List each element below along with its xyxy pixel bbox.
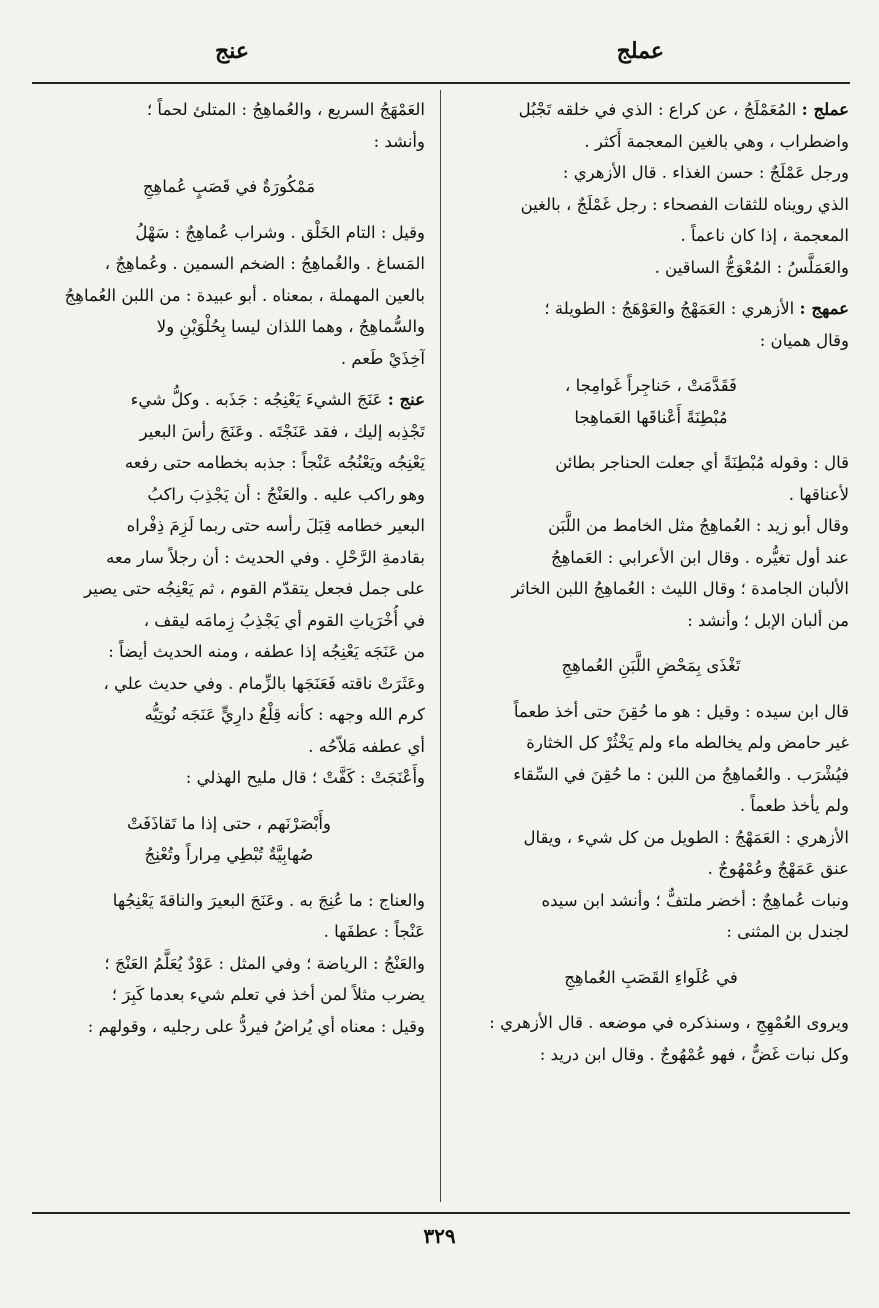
entry-line: وأنشد :: [373, 131, 425, 151]
verse-line: وأَبْصَرْنَهم ، حتى إذا ما تَقاذَفَتْ: [126, 813, 331, 833]
entry-line: والعَمَلَّسُ : المُعْوَجُّ الساقين .: [654, 257, 849, 277]
entry-line: عنق عَمَهْجٌ وعُمْهُوجٌ .: [707, 859, 849, 878]
verse-line: في عُلَواءِ القَصَبِ العُماهِجِ: [564, 967, 738, 987]
entry-text: الأزهري : العَمَهْجُ والعَوْهَجُ : الطويلة ؛: [544, 299, 795, 318]
page-header-left-word: عنج: [215, 38, 249, 64]
entry-line: يضرب مثلاً لمن أخذ في تعلم شيء بعدما كَبِرَ ؛: [111, 985, 425, 1004]
left-column: [33, 94, 425, 1204]
top-rule: [32, 82, 850, 84]
entry-line: ونبات عُماهِجٌ : أخضر ملتفٌّ ؛ وأنشد ابن سيده: [541, 890, 849, 910]
entry-line: والعناج : ما عُنِجَ به . وعَنَجَ البعيرَ والناقةَ يَعْنِجُها: [112, 890, 425, 910]
entry-line: في أُخْرَياتِ القوم أي يَجْذِبُ زِمامَه ليقف ،: [143, 610, 425, 630]
entry-line: آخِذَيْ طَعم .: [340, 348, 425, 368]
verse-block: [33, 808, 425, 871]
entry-line: عَنْجاً : عطفَها .: [323, 922, 425, 941]
entry-line: وعَثَرَتْ ناقته فَعَنَجَها بالزِّمام . وفي حديث علي ،: [103, 673, 425, 693]
entry-line: [33, 384, 425, 416]
verse-line: تَغْذَى بِمَحْضِ اللَّبَنِ العُماهِجِ: [561, 656, 741, 675]
entry-line: ورجل عَمْلَجٌ : حسن الغذاء . قال الأزهري :: [562, 163, 849, 182]
entry-line: بالعين المهملة ، بمعناه . أبو عبيدة : من اللبن العُماهِجُ: [64, 285, 425, 305]
entry-line: بقادمةِ الرَّحْلِ . وفي الحديث : أن رجلاً سار معه: [106, 547, 425, 567]
entry-line: كرم الله وجهه : كأنه قِلْعُ دارِيٍّ عَنَجَه نُوتِيُّه: [144, 705, 425, 724]
entry-headword: عنج :: [387, 390, 425, 409]
verse-line: صُهابِيَّةٌ تُبْطِي مِراراً وتُعْنِجُ: [144, 845, 314, 864]
entry-line: يَعْنِجُه ويَعْنُجُه عَنْجاً : جذبه بخطامه حتى رفعه: [124, 453, 425, 472]
entry-line: من ألبان الإبل ؛ وأنشد :: [687, 610, 849, 630]
entry-line: والعَنْجُ : الرياضة ؛ وفي المثل : عَوْدٌ يُعَلَّمُ العَنْجَ ؛: [104, 953, 425, 973]
entry-line: الذي رويناه للثقات الفصحاء : رجل غَمْلَجٌ ، بالغين: [520, 194, 849, 214]
entry-line: وهو راكب عليه . والعَنْجُ : أن يَجْذِبَ راكبُ: [147, 484, 425, 504]
column-divider: [440, 90, 441, 1202]
entry-line: قال : وقوله مُبْطِنَةً أي جعلت الحناجر بطائن: [555, 453, 849, 472]
entry-line: [453, 293, 849, 325]
entry-line: فيُشْرَب . والعُماهِجُ من اللبن : ما حُقِنَ في السِّقاء: [513, 764, 849, 784]
entry-line: وقيل : التام الخَلْق . وشراب عُماهِجٌ : سَهْلُ: [135, 222, 425, 242]
entry-line: المَساغ . والغُماهِجُ : الضخم السمين . وعُماهِجٌ ،: [104, 254, 425, 273]
entry-line: ويروى العُمْهِجِ ، وسنذكره في موضعه . قال الأزهري :: [489, 1013, 849, 1032]
entry-line: لأعناقها .: [788, 484, 849, 504]
verse-line: مَمْكُورَةٌ في قَصَبٍ عُماهِجِ: [142, 177, 316, 196]
entry-line: واضطراب ، وهي بالغين المعجمة أَكثر .: [584, 131, 849, 151]
entry-line: ولم يأخذ طعماً .: [739, 796, 849, 815]
entry-line: وقال أبو زيد : العُماهِجُ مثل الخامط من اللَّبَن: [548, 516, 849, 535]
page-header-right-word: عملج: [616, 38, 664, 64]
entry-line: والسُّماهِجُ ، وهما اللذان ليسا بِحُلْوَيْنِ ولا: [156, 317, 425, 336]
entry-line: الألبان الجامدة ؛ وقال الليث : العُماهِجُ اللبن الخاثر: [511, 579, 849, 598]
entry-line: وقيل : معناه أي يُراضُ فيردُّ على رجليه ، وقولهم :: [87, 1016, 425, 1036]
right-column: [453, 94, 849, 1204]
entry-line: وقال هميان :: [759, 330, 849, 350]
entry-line: تَجْذِبه إليك ، فقد عَنَجْتَه . وعَنَجَ رأسَ البعير: [139, 421, 425, 441]
entry-text: عَنَجَ الشيءَ يَعْنِجُه : جَذَبه . وكلُّ شيء: [130, 390, 383, 409]
entry-line: المعجمة ، إذا كان ناعماً .: [680, 226, 849, 245]
entry-line: أي عطفه مَلاّحُه .: [308, 736, 425, 756]
entry-line: وأَعْنَجَتْ : كَفَّتْ ؛ قال مليح الهذلي :: [185, 768, 425, 787]
entry-line: الأزهري : العَمَهْجُ : الطويل من كل شيء ، ويقال: [523, 827, 849, 847]
entry-line: عند أول تغيُّره . وقال ابن الأعرابي : العَماهِجُ: [550, 547, 849, 567]
verse-line: مُبْطِنَةً أَعْناقَها العَماهِجا: [574, 407, 728, 427]
bottom-rule: [32, 1212, 850, 1214]
entry-line: [453, 94, 849, 126]
entry-line: قال ابن سيده : وقيل : هو ما حُقِنَ حتى أخذ طعماً: [513, 701, 849, 721]
entry-line: غير حامض ولم يخالطه ماء ولم يَخْثُرْ كل الخثارة: [526, 733, 849, 752]
verse-block: [453, 370, 849, 433]
entry-line: لجندل بن المثنى :: [726, 922, 849, 941]
entry-line: من عَنَجَه يَعْنِجُه إذا عطفه ، ومنه الحديث أيضاً :: [108, 642, 425, 661]
entry-headword: عملج :: [801, 100, 849, 119]
entry-line: البعير خطامه قِبَلَ رأسه حتى ربما لَزِمَ ذِفْراه: [126, 516, 425, 535]
entry-line: العَمْهَجُ السريع ، والعُماهِجُ : المتلئ لحماً ؛: [146, 100, 425, 119]
entry-headword: عمهج :: [799, 299, 849, 318]
entry-line: على جمل فجعل يتقدّم القوم ، ثم يَعْنِجُه حتى يصير: [84, 579, 425, 598]
verse-line: فَقَدَّمَتْ ، حَناجِراً غَوامِجا ،: [565, 376, 737, 395]
entry-text: المُعَمْلَجُ ، عن كراع : الذي في خلقه تَجْبُل: [518, 100, 797, 119]
page-number: ٣٢٩: [423, 1224, 456, 1248]
entry-line: وكل نبات غَضٌّ ، فهو عُمْهُوجٌ . وقال ابن دريد :: [539, 1044, 849, 1064]
